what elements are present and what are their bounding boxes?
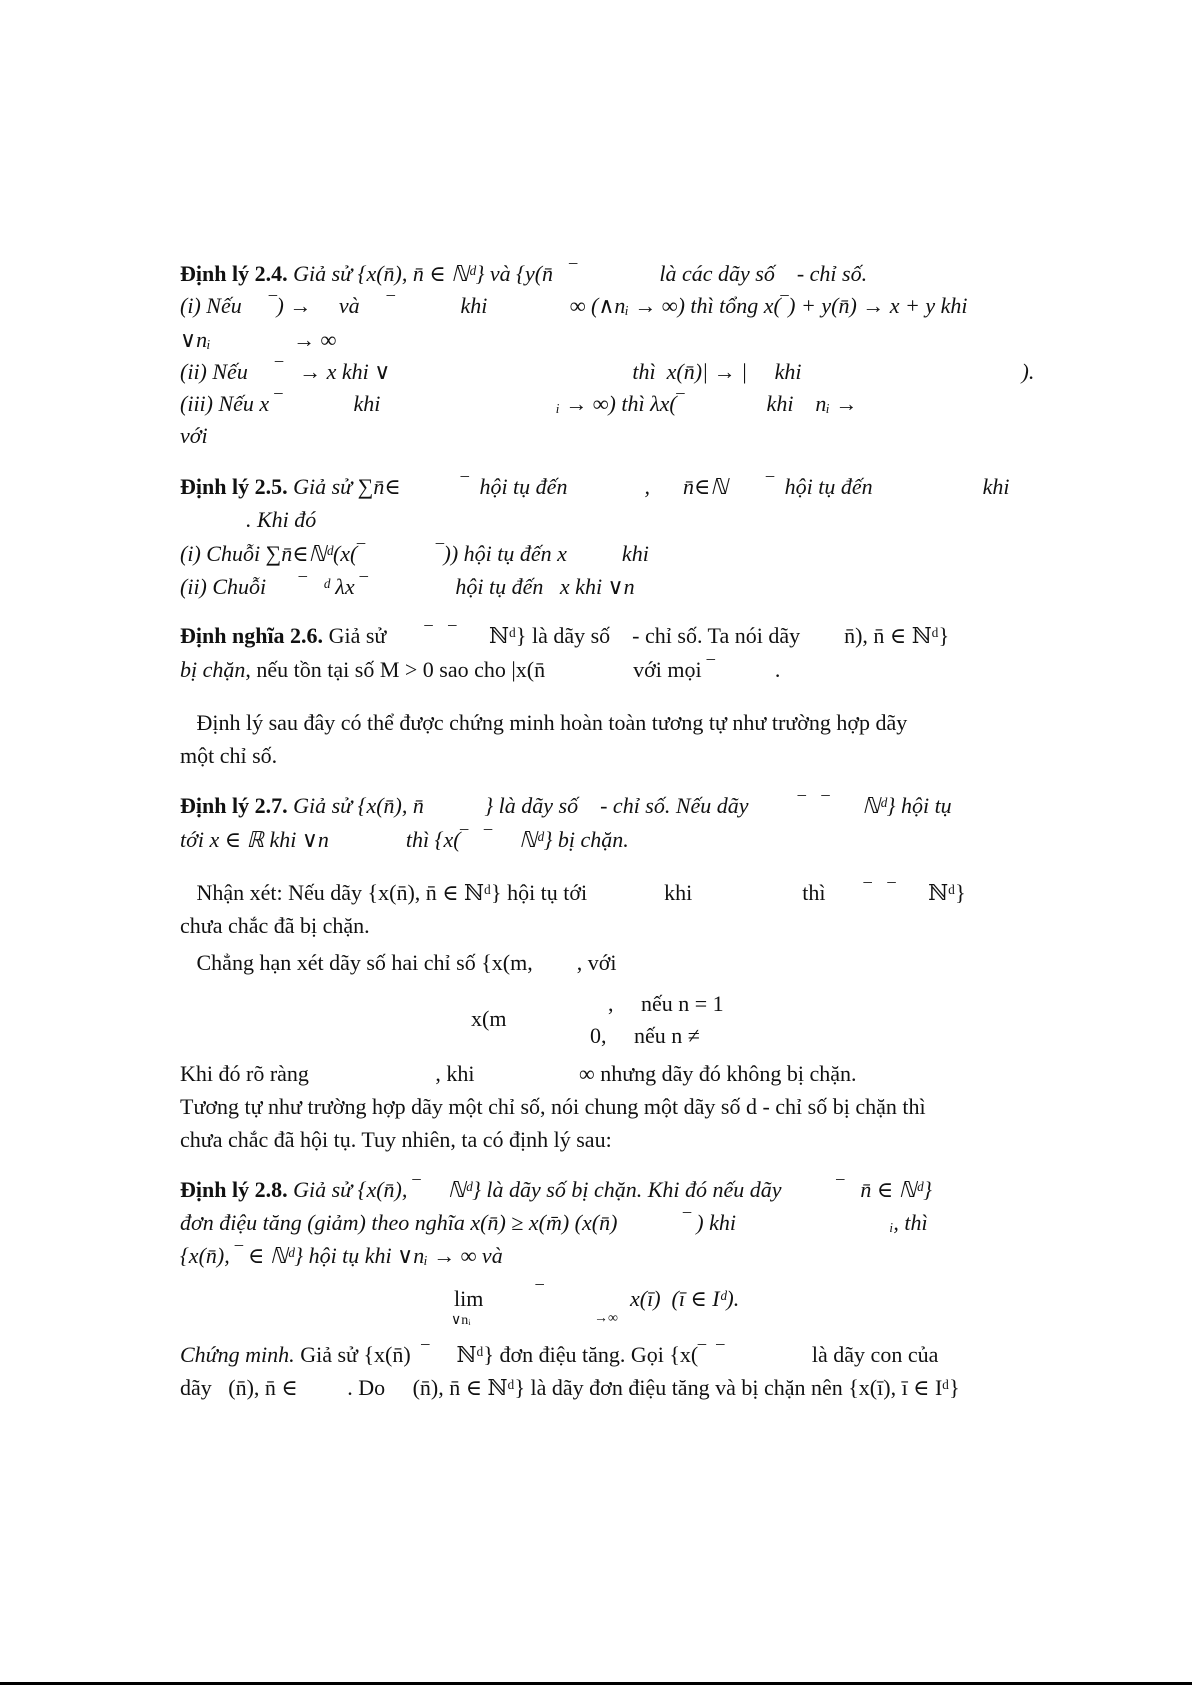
text-line	[180, 743, 277, 769]
text-line	[180, 623, 949, 649]
text-segment: (i) Nếu ‾) → và ‾ khi ∞ (∧nᵢ → ∞) thì tổng x(‾) + y(n̄) → x + y khi	[180, 293, 968, 318]
text-segment: Tương tự như trường hợp dãy một chỉ số, nói chung một dãy số d - chỉ số bị chặn thì	[180, 1094, 926, 1119]
text-segment: bị chặn	[180, 657, 246, 682]
text-segment: , nếu tồn tại số M > 0 sao cho |x(n̄ với mọi ‾ .	[245, 657, 781, 682]
text-segment: (ii) Nếu ‾ → x khi ∨ thì x(n̄)| → | khi ).	[180, 359, 1035, 384]
text-segment: đơn điệu tăng (giảm) theo nghĩa x(n̄) ≥ x(m̄) (x(n̄) ‾ ) khi ᵢ, thì	[180, 1210, 928, 1235]
text-line	[180, 1094, 926, 1120]
text-line	[180, 474, 1010, 500]
heading-label: Định lý 2.4.	[180, 261, 288, 286]
heading-label: Định lý 2.5.	[180, 474, 288, 499]
heading-label: Định nghĩa 2.6.	[180, 623, 324, 648]
text-segment: chưa chắc đã hội tụ. Tuy nhiên, ta có định lý sau:	[180, 1127, 612, 1152]
limit-subscript: ∨nᵢ	[451, 1313, 471, 1328]
limit-arrow: →∞	[594, 1311, 618, 1326]
text-segment: Giả sử ∑n̄∈ ‾ hội tụ đến , n̄∈ℕ ‾ hội tụ đến khi	[287, 474, 1010, 499]
text-line	[180, 423, 208, 449]
text-line	[180, 1342, 938, 1368]
text-segment: ∨nᵢ → ∞	[180, 327, 337, 352]
text-line	[180, 1127, 612, 1153]
case-lhs: x(m	[471, 1006, 507, 1031]
text-segment: một chỉ số.	[180, 743, 278, 768]
heading-label: Định lý 2.7.	[180, 793, 288, 818]
text-line	[180, 657, 780, 683]
text-segment: Giả sử {x(n̄), n̄ ∈ ℕᵈ} và {y(n̄ ‾ là các dãy số - chỉ số.	[287, 261, 868, 286]
text-line	[180, 359, 1034, 385]
text-line	[180, 913, 370, 939]
text-line	[180, 880, 966, 906]
text-line	[180, 827, 629, 853]
text-segment: (ii) Chuỗi ‾ ᵈ λx ‾ hội tụ đến x khi ∨n	[180, 574, 635, 599]
text-line	[180, 950, 616, 976]
text-line	[180, 1243, 503, 1269]
text-line	[180, 507, 316, 533]
heading-label: Định lý 2.8.	[180, 1177, 288, 1202]
text-line	[180, 261, 867, 287]
text-segment: tới x ∈ ℝ khi ∨n thì {x(‾ ‾ ℕᵈ} bị chặn.	[180, 827, 629, 852]
text-line	[180, 1210, 928, 1236]
text-line	[180, 793, 952, 819]
text-line	[180, 710, 907, 736]
text-line	[180, 1177, 932, 1203]
text-segment: (i) Chuỗi ∑n̄∈ℕᵈ(x(‾ ‾)) hội tụ đến x khi	[180, 541, 649, 566]
text-segment: Giả sử ‾ ‾ ℕᵈ} là dãy số - chỉ số. Ta nói dãy n̄), n̄ ∈ ℕᵈ}	[323, 623, 950, 648]
text-segment: . Khi đó	[180, 507, 317, 532]
text-segment: dãy (n̄), n̄ ∈ . Do (n̄), n̄ ∈ ℕᵈ} là dãy đơn điệu tăng và bị chặn nên {x(ī), ī ∈ Iᵈ}	[180, 1375, 960, 1400]
text-segment: Nhận xét: Nếu dãy {x(n̄), n̄ ∈ ℕᵈ} hội tụ tới khi thì ‾ ‾ ℕᵈ}	[180, 880, 966, 905]
text-segment: với	[180, 423, 208, 448]
text-segment: (iii) Nếu x ‾ khi ᵢ → ∞) thì λx(‾ khi nᵢ →	[180, 391, 858, 416]
case-row-2: 0, nếu n ≠	[590, 1023, 700, 1048]
limit-bar: ‾	[536, 1282, 544, 1307]
text-line	[180, 574, 635, 600]
text-segment: Giả sử {x(n̄) ‾ ℕᵈ} đơn điệu tăng. Gọi {x(‾ ‾ là dãy con của	[294, 1342, 939, 1367]
text-line	[180, 1061, 857, 1087]
text-line	[180, 391, 857, 417]
text-segment: chưa chắc đã bị chặn.	[180, 913, 370, 938]
text-line	[180, 541, 649, 567]
text-line	[180, 1375, 960, 1401]
text-segment: Giả sử {x(n̄), ‾ ℕᵈ} là dãy số bị chặn. Khi đó nếu dãy ‾ n̄ ∈ ℕᵈ}	[287, 1177, 932, 1202]
text-segment: Chẳng hạn xét dãy số hai chỉ số {x(m, , với	[180, 950, 617, 975]
text-segment: Định lý sau đây có thể được chứng minh hoàn toàn tương tự như trường hợp dãy	[180, 710, 908, 735]
text-segment: {x(n̄), ‾ ∈ ℕᵈ} hội tụ khi ∨nᵢ → ∞ và	[180, 1243, 503, 1268]
text-segment: Giả sử {x(n̄), n̄ } là dãy số - chỉ số. Nếu dãy ‾ ‾ ℕᵈ} hội tụ	[287, 793, 952, 818]
text-segment: Chứng minh.	[180, 1342, 295, 1367]
text-line	[180, 327, 336, 353]
limit-rhs: x(ī) (ī ∈ Iᵈ).	[630, 1286, 740, 1311]
text-segment: Khi đó rõ ràng , khi ∞ nhưng dãy đó không bị chặn.	[180, 1061, 857, 1086]
case-row-1: , nếu n = 1	[608, 991, 724, 1016]
limit-operator: lim	[454, 1286, 484, 1311]
text-line	[180, 293, 968, 319]
